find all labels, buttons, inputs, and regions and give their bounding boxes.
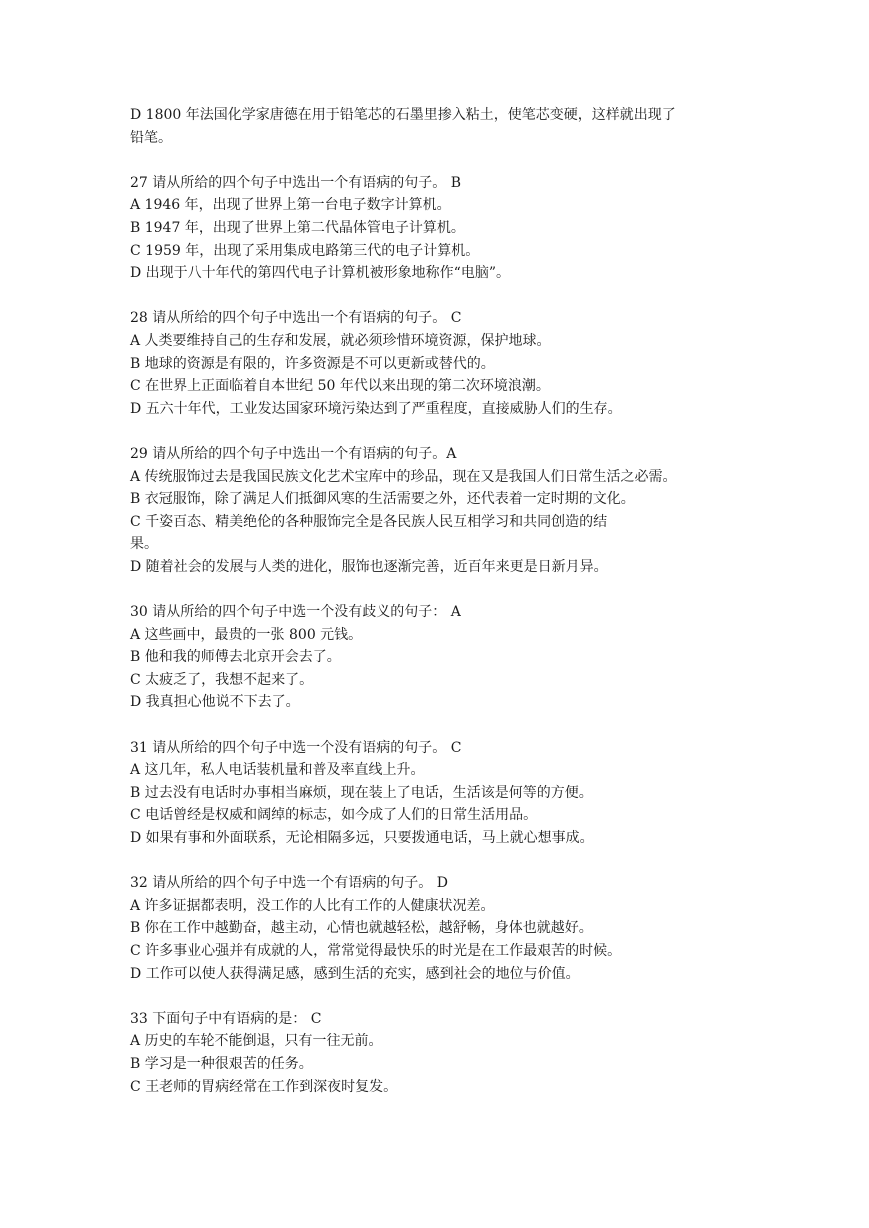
question-stem: 32 请从所给的四个句子中选一个有语病的句子。 D [130,875,448,892]
option-c: C 许多事业心强并有成就的人，常常觉得最快乐的时光是在工作最艰苦的时候。 [130,942,622,959]
option-a: A 这些画中，最贵的一张 800 元钱。 [130,626,363,643]
intro-block [130,104,850,149]
option-b: B 衣冠服饰，除了满足人们抵御风寒的生活需要之外，还代表着一定时期的文化。 [130,491,635,508]
text-line: D 1800 年法国化学家唐德在用于铅笔芯的石墨里掺入粘土，使笔芯变硬，这样就出现了 [130,107,676,123]
option-a: A 许多证据都表明，没工作的人比有工作的人健康状况差。 [130,897,495,914]
question-29 [130,443,850,579]
question-27 [130,172,850,285]
option-b: B 1947 年，出现了世界上第二代晶体管电子计算机。 [130,219,465,236]
option-a: A 传统服饰过去是我国民族文化艺术宝库中的珍品，现在又是我国人们日常生活之必需。 [130,468,677,485]
option-a: A 历史的车轮不能倒退，只有一往无前。 [130,1033,383,1050]
option-b: B 学习是一种很艰苦的任务。 [130,1055,313,1072]
option-c: C 千姿百态、精美绝伦的各种服饰完全是各民族人民互相学习和共同创造的结 [130,513,608,530]
question-stem: 29 请从所给的四个句子中选出一个有语病的句子。A [130,445,457,462]
question-stem: 27 请从所给的四个句子中选出一个有语病的句子。 B [130,174,462,191]
option-b: B 他和我的师傅去北京开会去了。 [130,649,341,666]
option-d: D 我真担心他说不下去了。 [130,694,300,711]
question-32 [130,872,850,985]
option-d: D 工作可以使人获得满足感，感到生活的充实，感到社会的地位与价值。 [130,965,580,982]
question-33 [130,1008,850,1098]
option-d: D 五六十年代，工业发达国家环境污染达到了严重程度，直接威胁人们的生存。 [130,400,622,417]
option-c: C 在世界上正面临着自本世纪 50 年代以来出现的第二次环境浪潮。 [130,378,550,395]
option-a: A 1946 年，出现了世界上第一台电子数字计算机。 [130,197,451,214]
question-stem: 33 下面句子中有语病的是： C [130,1010,322,1027]
text-line: 铅笔。 [130,129,172,146]
option-b: B 你在工作中越勤奋，越主动，心情也就越轻松，越舒畅，身体也就越好。 [130,920,593,937]
option-a: A 人类要维持自己的生存和发展，就必须珍惜环境资源，保护地球。 [130,332,551,349]
option-c-continued: 果。 [130,536,158,553]
option-d: D 如果有事和外面联系，无论相隔多远，只要拨通电话，马上就心想事成。 [130,830,594,846]
option-c: C 王老师的胃病经常在工作到深夜时复发。 [130,1078,398,1095]
question-31 [130,737,850,850]
option-d: D 随着社会的发展与人类的进化，服饰也逐渐完善，近百年来更是日新月异。 [130,558,608,575]
document-page [130,104,850,1121]
option-c: C 电话曾经是权威和阔绰的标志，如今成了人们的日常生活用品。 [130,807,538,824]
option-d: D 出现于八十年代的第四代电子计算机被形象地称作“电脑”。 [130,265,510,282]
question-stem: 31 请从所给的四个句子中选一个没有语病的句子。 C [130,739,462,756]
question-28 [130,307,850,420]
option-b: B 地球的资源是有限的，许多资源是不可以更新或替代的。 [130,355,495,372]
option-a: A 这几年，私人电话装机量和普及率直线上升。 [130,762,425,779]
question-30 [130,601,850,714]
question-stem: 28 请从所给的四个句子中选出一个有语病的句子。 C [130,310,462,327]
option-c: C 1959 年，出现了采用集成电路第三代的电子计算机。 [130,242,480,259]
option-c: C 太疲乏了，我想不起来了。 [130,671,314,688]
option-b: B 过去没有电话时办事相当麻烦，现在装上了电话，生活该是何等的方便。 [130,784,593,801]
question-stem: 30 请从所给的四个句子中选一个没有歧义的句子： A [130,604,461,621]
